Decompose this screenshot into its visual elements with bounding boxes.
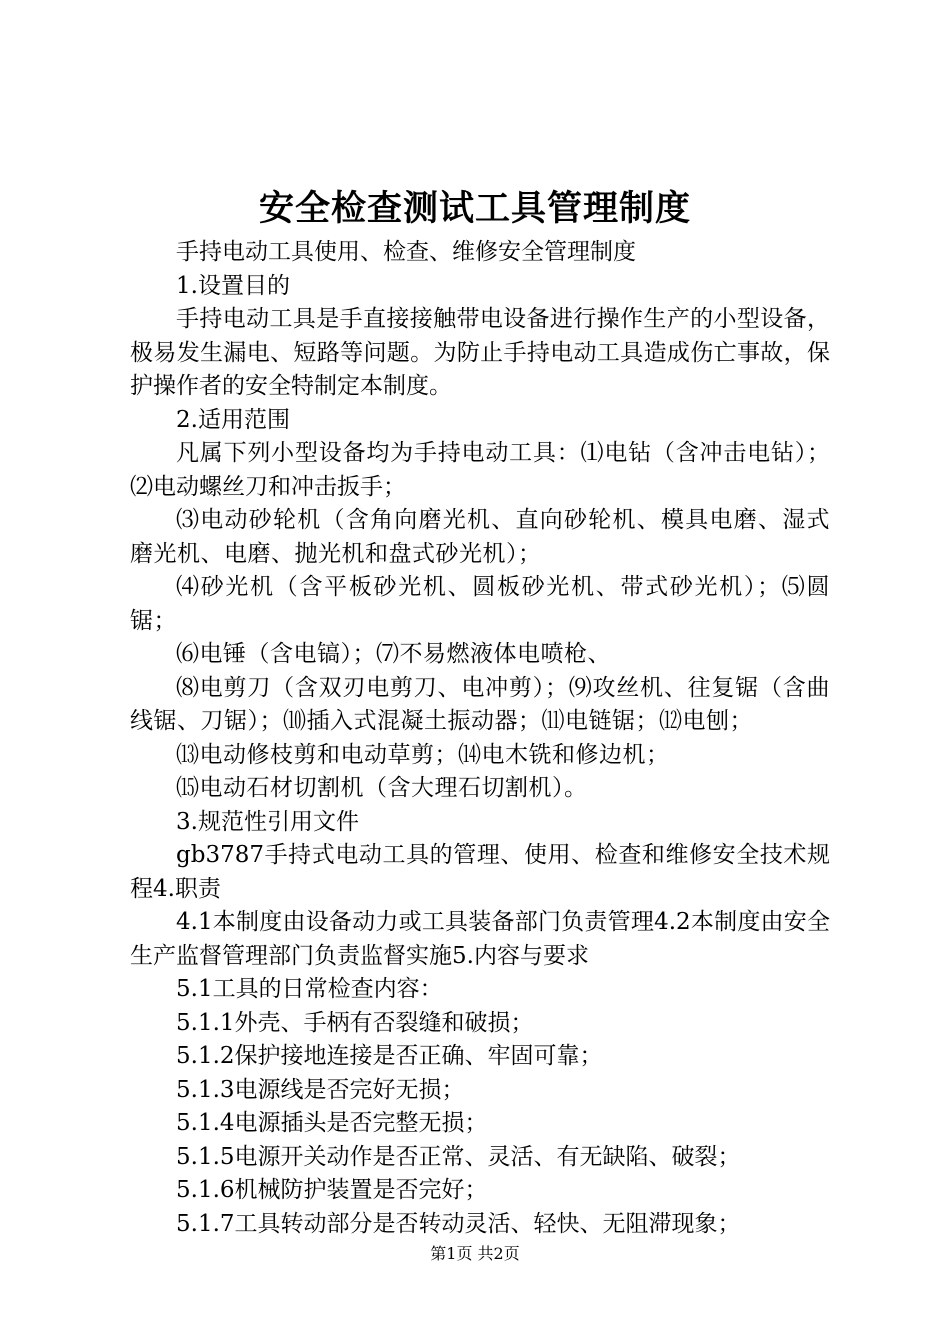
paragraph-scope-intro: 凡属下列小型设备均为手持电动工具：⑴电钻（含冲击电钻）；⑵电动螺丝刀和冲击扳手； <box>130 440 830 500</box>
check-item: 5.1.2保护接地连接是否正确、牢固可靠； <box>176 1043 603 1069</box>
section-heading-references: 3.规范性引用文件 <box>176 808 359 835</box>
paragraph-tool-list-3: ⑶电动砂轮机（含角向磨光机、直向砂轮机、模具电磨、湿式磨光机、电磨、抛光机和盘式砂光机）； <box>130 507 830 567</box>
section-heading-scope: 2.适用范围 <box>176 406 290 433</box>
paragraph-tool-list-15: ⒂电动石材切割机（含大理石切割机）。 <box>176 775 588 801</box>
paragraph-tool-list-8: ⑻电剪刀（含双刃电剪刀、电冲剪）；⑼攻丝机、往复锯（含曲线锯、刀锯）；⑽插入式混凝土振动器；⑾电链锯；⑿电刨； <box>130 674 830 734</box>
paragraph-tool-list-4: ⑷砂光机（含平板砂光机、圆板砂光机、带式砂光机）；⑸圆锯； <box>130 574 830 634</box>
check-item: 5.1.6机械防护装置是否完好； <box>176 1177 488 1203</box>
paragraph-tool-list-6: ⑹电锤（含电镐）；⑺不易燃液体电喷枪、 <box>176 641 611 667</box>
paragraph-responsibilities: 4.1本制度由设备动力或工具装备部门负责管理4.2本制度由安全生产监督管理部门负责监督实施5.内容与要求 <box>130 909 830 969</box>
check-item: 5.1.3电源线是否完好无损； <box>176 1076 465 1103</box>
paragraph-purpose: 手持电动工具是手直接接触带电设备进行操作生产的小型设备，极易发生漏电、短路等问题。为防止手持电动工具造成伤亡事故，保护操作者的安全特制定本制度。 <box>130 306 830 399</box>
paragraph-tool-list-13: ⒀电动修枝剪和电动草剪；⒁电木铣和修边机； <box>176 741 670 768</box>
paragraph-subtitle: 手持电动工具使用、检查、维修安全管理制度 <box>176 239 636 265</box>
section-heading-purpose: 1.设置目的 <box>176 272 290 299</box>
page-indicator: 第1页 共2页 <box>430 1244 520 1263</box>
document-body <box>130 236 830 1241</box>
check-item: 5.1.7工具转动部分是否转动灵活、轻快、无阻滞现象； <box>176 1210 741 1237</box>
document-title: 安全检查测试工具管理制度 <box>258 188 691 229</box>
check-item: 5.1.4电源插头是否完整无损； <box>176 1110 488 1136</box>
paragraph-references: gb3787手持式电动工具的管理、使用、检查和维修安全技术规程4.职责 <box>130 842 830 902</box>
check-item: 5.1.1外壳、手柄有否裂缝和破损； <box>176 1009 534 1036</box>
check-item: 5.1.5电源开关动作是否正常、灵活、有无缺陷、破裂； <box>176 1143 741 1170</box>
section-heading-daily-check: 5.1工具的日常检查内容： <box>176 976 443 1002</box>
